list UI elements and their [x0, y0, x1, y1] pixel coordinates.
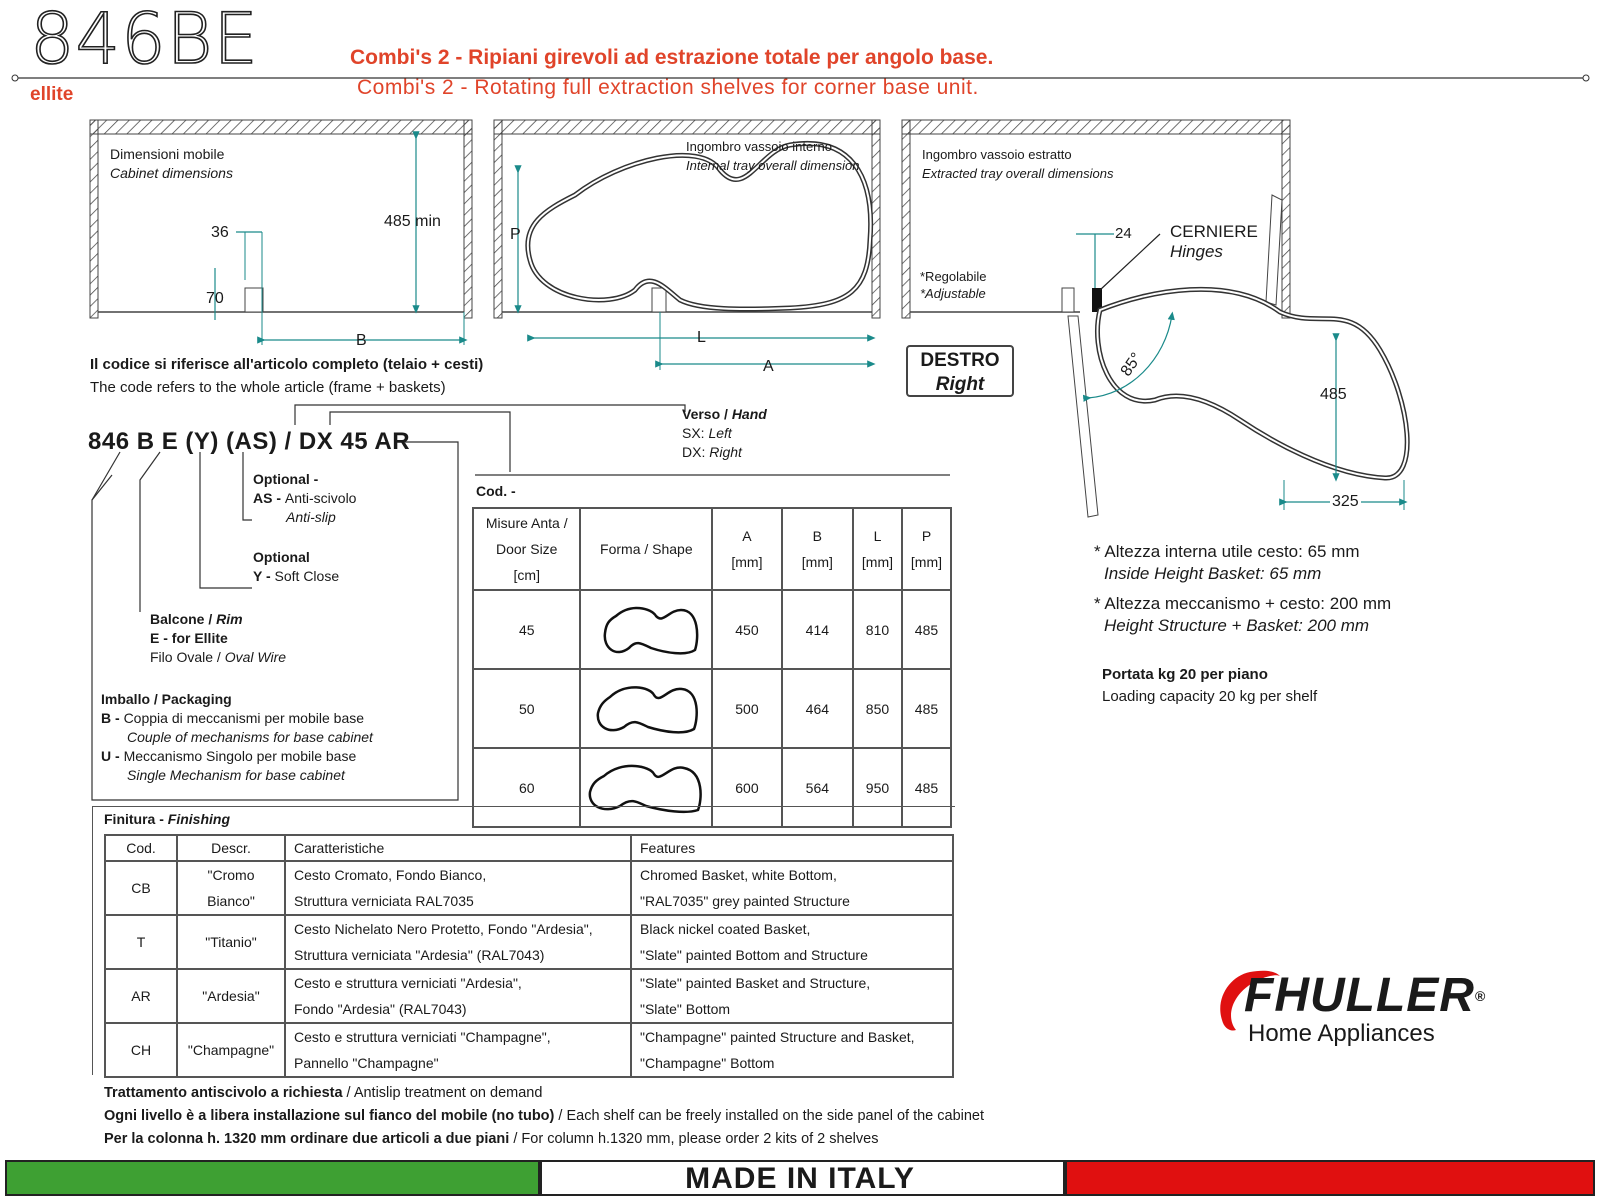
dimension-l: L	[697, 329, 706, 346]
code-note-english: The code refers to the whole article (frame + baskets)	[90, 379, 446, 396]
packaging-legend: Imballo / Packaging B - Coppia di meccanismi per mobile base Couple of mechanisms for base cabinet U - Meccanismo Singolo per mobile base Single Mechanism for base cabinet	[101, 691, 373, 783]
logo-subtitle: Home Appliances	[1248, 1020, 1435, 1047]
table-row: T "Titanio" Cesto Nichelato Nero Protetto, Fondo "Ardesia", Struttura verniciata "Ardesia" (RAL7043) Black nickel coated Basket, "Slate" painted Bottom and Structure	[105, 915, 953, 969]
optional-anti-slip: Optional - AS - Anti-scivolo Anti-slip	[253, 471, 357, 525]
dimension-36: 36	[211, 224, 229, 241]
logo-name: FHULLER®	[1244, 969, 1487, 1022]
dimension-b: B	[356, 332, 367, 349]
table-row: AR "Ardesia" Cesto e struttura verniciati "Ardesia", Fondo "Ardesia" (RAL7043) "Slate" painted Basket and Structure, "Slate" Bottom	[105, 969, 953, 1023]
dimension-485-min: 485 min	[384, 213, 441, 230]
dimension-325: 325	[1332, 493, 1359, 510]
height-structure-note: * Altezza meccanismo + cesto: 200 mm Height Structure + Basket: 200 mm	[1094, 594, 1392, 635]
brand-label: ellite	[30, 84, 74, 105]
shape-50-icon	[580, 669, 712, 748]
footer-notes	[104, 1082, 984, 1151]
side-badge: DESTRO Right	[906, 345, 1014, 397]
capacity-note: Portata kg 20 per piano Loading capacity 20 kg per shelf	[1102, 666, 1318, 705]
dimension-p: P	[510, 226, 521, 243]
rim-legend: Balcone / Rim E - for Ellite Filo Ovale / Oval Wire	[150, 611, 287, 665]
table-row: 50 500 464 850 485	[473, 669, 951, 748]
dimension-70: 70	[206, 290, 224, 307]
dimension-a: A	[763, 358, 774, 375]
code-note-italian: Il codice si riferisce all'articolo completo (telaio + cesti)	[90, 356, 484, 373]
finish-table	[104, 834, 954, 1078]
made-in-italy: MADE IN ITALY	[685, 1162, 915, 1195]
height-basket-note: * Altezza interna utile cesto: 65 mm Inside Height Basket: 65 mm	[1094, 542, 1360, 583]
extracted-tray-label: Ingombro vassoio estratto Extracted tray overall dimensions	[922, 147, 1114, 181]
cabinet-dimensions-label: Dimensioni mobile Cabinet dimensions	[110, 146, 233, 181]
table-row: 60 600 564 950 485	[473, 748, 951, 827]
flag-green	[5, 1160, 540, 1196]
flag-red	[1065, 1160, 1595, 1196]
optional-soft-close: Optional Y - Soft Close	[253, 549, 340, 584]
title-italian: Combi's 2 - Ripiani girevoli ad estrazione totale per angolo base.	[350, 46, 994, 69]
finish-table-header: Cod. Descr. Caratteristiche Features	[105, 835, 953, 861]
footer-note: Per la colonna h. 1320 mm ordinare due articoli a due piani / For column h.1320 mm, please order 2 kits of 2 shelves	[104, 1131, 879, 1147]
article-code: 846 B E (Y) (AS) / DX 45 AR	[88, 428, 411, 455]
title-english: Combi's 2 - Rotating full extraction shelves for corner base unit.	[357, 76, 979, 99]
dimension-485: 485	[1320, 386, 1347, 403]
size-table-header: Misure Anta / Door Size [cm] Forma / Shape A [mm] B [mm] L [mm] P [mm]	[473, 508, 951, 590]
hinges-label: CERNIERE Hinges	[1170, 222, 1258, 261]
angle-85: 85°	[1117, 349, 1146, 380]
footer-note: Ogni livello è a libera installazione sul fianco del mobile (no tubo) / Each shelf can be freely installed on the side panel of the cabinet	[104, 1108, 985, 1124]
model-number: 846BE	[30, 0, 259, 80]
internal-tray-label: Ingombro vassoio interno Internal tray overall dimension	[686, 139, 860, 173]
table-row: CB "Cromo Bianco" Cesto Cromato, Fondo Bianco, Struttura verniciata RAL7035 Chromed Basket, white Bottom, "RAL7035" grey painted Structure	[105, 861, 953, 915]
table-row: CH "Champagne" Cesto e struttura verniciati "Champagne", Pannello "Champagne" "Champagne" painted Structure and Basket, "Champagne" Bottom	[105, 1023, 953, 1077]
shape-45-icon	[580, 590, 712, 669]
cod-label: Cod. -	[476, 483, 516, 499]
finish-title: Finitura - Finishing	[104, 811, 230, 827]
size-table	[472, 507, 952, 828]
table-row: 45 450 414 810 485	[473, 590, 951, 669]
footer-note: Trattamento antiscivolo a richiesta / Antislip treatment on demand	[104, 1085, 543, 1101]
adjustable-note: *Regolabile *Adjustable	[920, 269, 987, 301]
dimension-24: 24	[1115, 225, 1132, 242]
hand-legend: Verso / Hand SX: Left DX: Right	[682, 406, 767, 460]
